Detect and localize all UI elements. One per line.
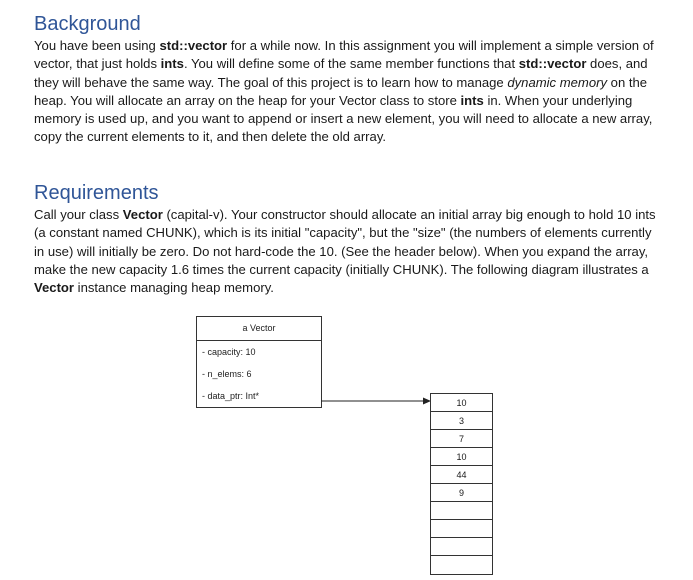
requirements-paragraph [34,206,659,297]
background-heading: Background [34,13,141,35]
text-segment: on the heap. You will allocate an array on the heap for your Vector class to store [34,74,648,108]
class-title: a Vector [197,317,321,341]
text-segment: You have been using [34,38,160,53]
text-segment: dynamic memory [507,74,608,90]
text-segment: std::vector [518,56,587,72]
text-segment: in. When your underlying memory is used up, and you want to append or insert a new element, you will need to allocate a new array, copy the current elements to it, and then delete the old array. [34,92,653,145]
array-cell: 10 [431,394,492,412]
text-segment: std::vector [159,38,228,53]
pointer-arrow [321,397,431,405]
text-segment: ints [460,92,484,108]
field-data-ptr: - data_ptr: Int* [202,391,260,401]
text-segment: . You will define some of the same member functions that [183,56,519,72]
heap-array [430,393,493,575]
array-cell: 10 [431,448,492,466]
text-segment: (capital-v). Your constructor should allocate an initial array big enough to hold 10 ints (a constant named CHUNK), which is its initial "capacity", but the "size" (the numbers of elements currently in use) will initially be zero. Do not hard-code the 10. (See the header below). When you expand the array, make the new capacity 1.6 times the current capacity (initially CHUNK). The following diagram illustrates a [34,207,656,277]
array-cell: 9 [431,484,492,502]
text-segment: does, and they will behave the same way. The goal of this project is to learn how to manage [34,56,648,90]
text-segment: instance managing heap memory. [74,280,274,296]
background-paragraph [34,37,659,147]
array-cell [431,538,492,556]
array-cell [431,556,492,574]
array-cell: 44 [431,466,492,484]
text-segment: ints [160,56,184,72]
text-segment: Vector [34,280,75,296]
field-capacity: - capacity: 10 [202,347,256,357]
requirements-heading: Requirements [34,182,159,204]
array-cell: 3 [431,412,492,430]
array-cell [431,502,492,520]
field-n-elems: - n_elems: 6 [202,369,252,379]
array-cell [431,520,492,538]
array-cell: 7 [431,430,492,448]
text-segment: Vector [122,207,163,222]
text-segment: for a while now. In this assignment you will implement a simple version of vector, that just holds [34,38,654,72]
vector-class-box [196,316,322,408]
text-segment: Call your class [34,207,123,222]
